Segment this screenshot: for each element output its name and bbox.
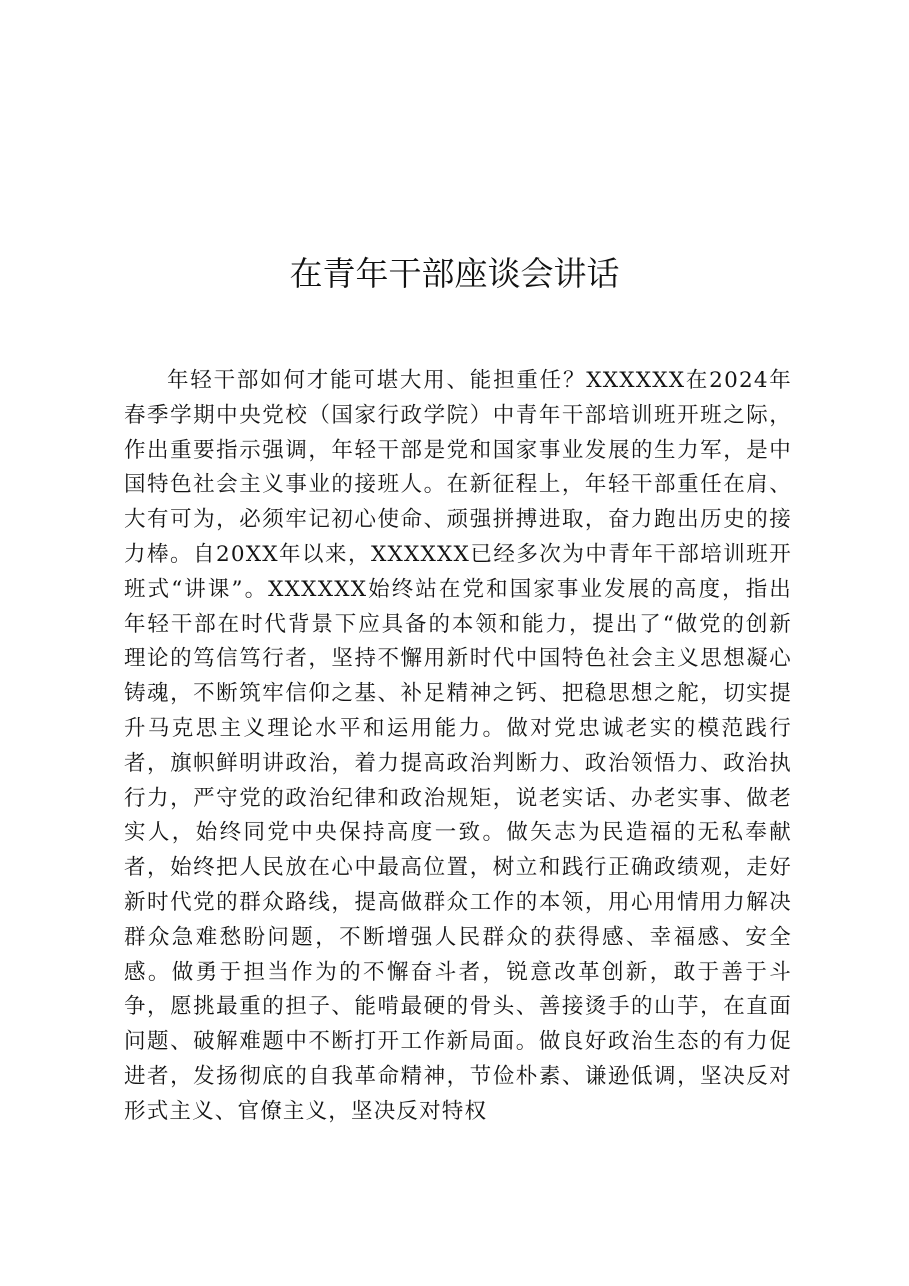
document-title: 在青年干部座谈会讲话	[289, 254, 620, 293]
document-body	[124, 364, 792, 1130]
body-paragraph: 年轻干部如何才能可堪大用、能担重任？XXXXXX在2024年春季学期中央党校（国家行政学院）中青年干部培训班开班之际，作出重要指示强调，年轻干部是党和国家事业发展的生力军，是中国特色社会主义事业的接班人。在新征程上，年轻干部重任在肩、大有可为，必须牢记初心使命、顽强拼搏进取，奋力跑出历史的接力棒。自20XX年以来，XXXXXX已经多次为中青年干部培训班开班式“讲课”。XXXXXX始终站在党和国家事业发展的高度，指出年轻干部在时代背景下应具备的本领和能力，提出了“做党的创新理论的笃信笃行者，坚持不懈用新时代中国特色社会主义思想凝心铸魂，不断筑牢信仰之基、补足精神之钙、把稳思想之舵，切实提升马克思主义理论水平和运用能力。做对党忠诚老实的模范践行者，旗帜鲜明讲政治，着力提高政治判断力、政治领悟力、政治执行力，严守党的政治纪律和政治规矩，说老实话、办老实事、做老实人，始终同党中央保持高度一致。做矢志为民造福的无私奉献者，始终把人民放在心中最高位置，树立和践行正确政绩观，走好新时代党的群众路线，提高做群众工作的本领，用心用情用力解决群众急难愁盼问题，不断增强人民群众的获得感、幸福感、安全感。做勇于担当作为的不懈奋斗者，锐意改革创新，敢于善于斗争，愿挑最重的担子、能啃最硬的骨头、善接烫手的山芋，在直面问题、破解难题中不断打开工作新局面。做良好政治生态的有力促进者，发扬彻底的自我革命精神，节俭朴素、谦逊低调，坚决反对形式主义、官僚主义，坚决反对特权	[124, 368, 792, 1124]
